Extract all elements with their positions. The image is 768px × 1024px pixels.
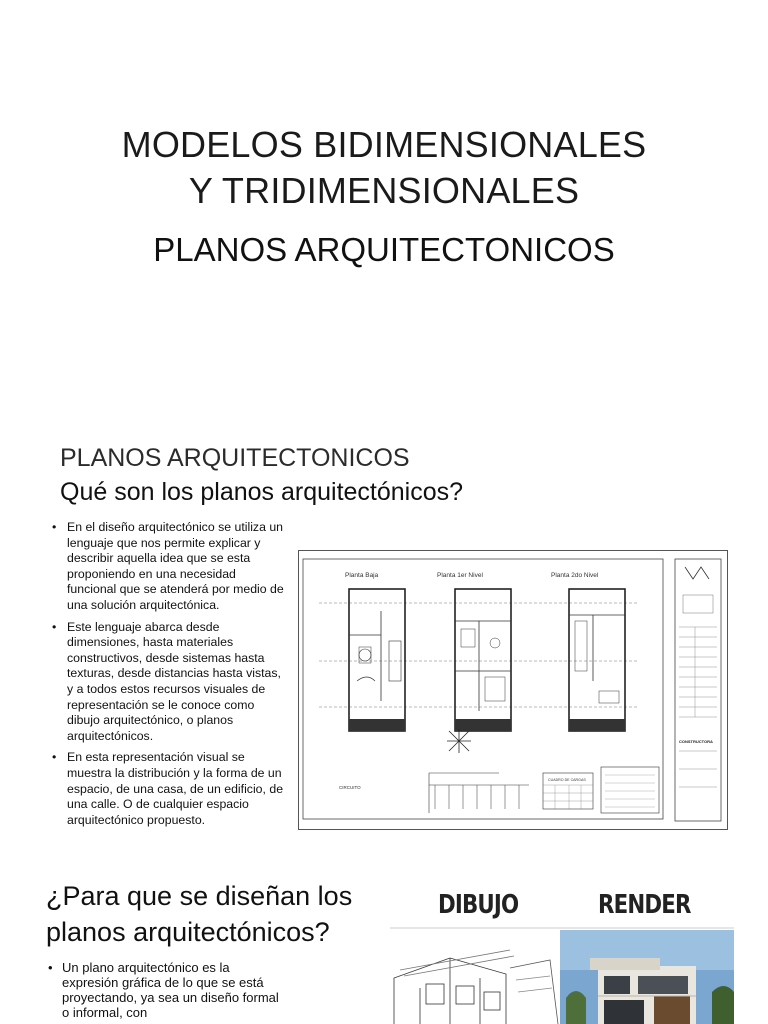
main-title-line2: Y TRIDIMENSIONALES	[188, 170, 580, 211]
circuit-label: CIRCUITO	[339, 785, 361, 790]
slide2-bullet-list	[50, 520, 286, 834]
architectural-plan-image	[298, 550, 728, 830]
constructora-label: CONSTRUCTORA	[679, 739, 713, 744]
plan-planta-1er	[447, 589, 511, 753]
bullet-item: • Este lenguaje abarca desde dimensiones, hasta materiales constructivos, desde sistemas hasta texturas, desde distancias hasta vistas, y a todos estos recursos visuales de representación se le conoce como dibujo arquitectónico, o planos arquitectónicos.	[50, 620, 286, 745]
plan-label-planta-2do: Planta 2do Nivel	[551, 572, 599, 579]
plan-planta-2do	[569, 589, 625, 731]
floor-plan-drawing	[299, 551, 727, 829]
label-render: RENDER	[598, 890, 691, 920]
slide2-heading: PLANOS ARQUITECTONICOS	[60, 444, 410, 472]
plan-label-planta-baja: Planta Baja	[345, 572, 379, 579]
bullet-item: • Un plano arquitectónico es la expresión gráfica de lo que se está proyectando, ya sea un diseño formal o informal, con	[46, 960, 282, 1020]
main-subtitle: PLANOS ARQUITECTONICOS	[153, 231, 615, 268]
title-slide	[0, 0, 768, 418]
render-photo	[560, 930, 734, 1024]
purpose-slide	[0, 858, 768, 1024]
drawing-vs-render-image	[390, 888, 734, 1024]
load-table-title: CUADRO DE CARGAS	[548, 778, 586, 782]
plan-planta-baja	[349, 589, 405, 731]
bullet-item: • En el diseño arquitectónico se utiliza un lenguaje que nos permite explicar y describir aquella idea que se esta proponiendo en una necesidad funcional que se atenderá por medio de una solución arquitectónica.	[50, 520, 286, 614]
main-title	[0, 122, 768, 214]
plan-label-planta-1er: Planta 1er Nivel	[437, 572, 483, 579]
slide3-title: ¿Para que se diseñan los planos arquitectónicos?	[46, 881, 353, 947]
bullet-item: • En esta representación visual se muestra la distribución y la forma de un espacio, de una casa, de un edificio, de una calle. O de cualquier espacio arquitectónico propuesto.	[50, 750, 286, 828]
slide2-subheading: Qué son los planos arquitectónicos?	[60, 478, 464, 506]
load-table	[543, 767, 659, 813]
label-dibujo: DIBUJO	[438, 890, 519, 920]
definition-slide	[0, 420, 768, 856]
slide3-bullet-list	[46, 960, 282, 1020]
circuit-diagram	[339, 773, 529, 813]
title-block	[675, 559, 721, 821]
comparison-illustration	[390, 888, 734, 1024]
main-title-line1: MODELOS BIDIMENSIONALES	[121, 124, 647, 165]
